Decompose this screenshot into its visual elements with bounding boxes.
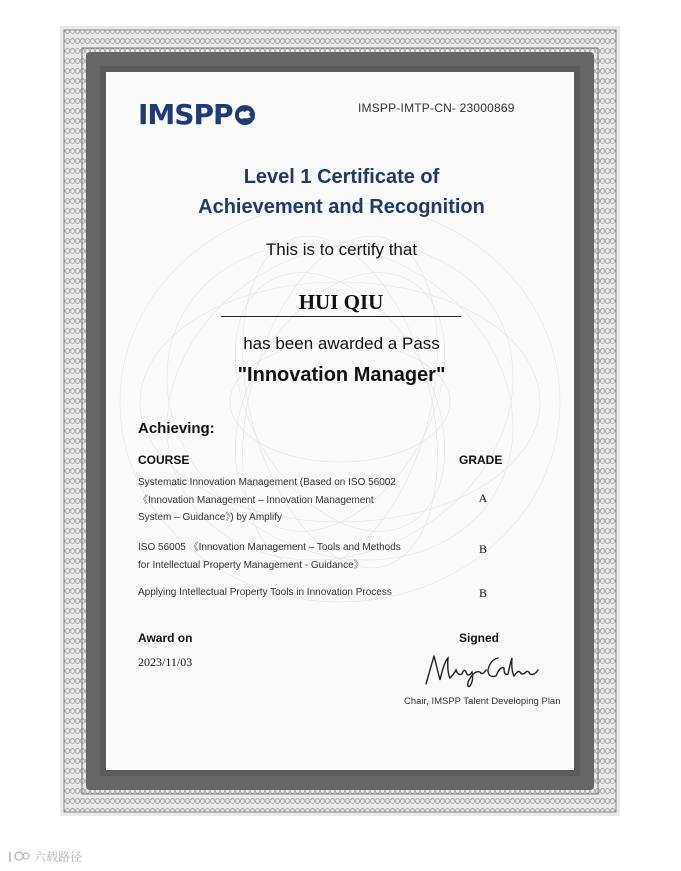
award-date: 2023/11/03	[138, 655, 193, 669]
award-label: Award on	[138, 631, 193, 645]
course-line: Applying Intellectual Property Tools in Innovation Process	[138, 587, 392, 598]
awarded-text: has been awarded a Pass	[243, 334, 440, 353]
course-item	[138, 539, 438, 574]
course-line: Systematic Innovation Management (Based on ISO 56002	[138, 477, 396, 488]
certificate-title-line1: Level 1 Certificate of	[243, 166, 440, 188]
certificate-title-line2: Achievement and Recognition	[198, 196, 485, 218]
program-name: "Innovation Manager"	[237, 364, 446, 386]
watermark	[8, 848, 82, 865]
recipient-name: HUI QIU	[221, 290, 461, 317]
course-header: COURSE	[138, 453, 190, 467]
grade-header: GRADE	[459, 453, 503, 467]
achieving-label: Achieving:	[138, 420, 215, 437]
logo-text: IMSPP	[138, 98, 233, 131]
watermark-text: 六载路径	[34, 850, 83, 864]
certificate-id: IMSPP-IMTP-CN- 23000869	[358, 101, 515, 115]
course-grade: B	[478, 542, 487, 556]
certify-text: This is to certify that	[265, 240, 418, 259]
imspp-logo	[138, 98, 256, 131]
signer-title: Chair, IMSPP Talent Developing Plan	[404, 696, 561, 707]
course-grade: A	[478, 491, 488, 505]
course-line: ISO 56005 《Innovation Management – Tools and Methods	[138, 542, 401, 553]
signed-label: Signed	[459, 631, 500, 645]
course-grade: B	[478, 586, 487, 600]
course-line: System – Guidance》) by Amplify	[138, 512, 282, 523]
signature-image	[420, 648, 545, 690]
course-item	[138, 584, 438, 602]
course-line: for Intellectual Property Management - Guidance》	[138, 559, 364, 571]
course-line: 《Innovation Management – Innovation Management	[138, 494, 374, 506]
course-item	[138, 474, 438, 527]
globe-icon	[234, 104, 256, 126]
watermark-logo-icon	[8, 850, 30, 864]
